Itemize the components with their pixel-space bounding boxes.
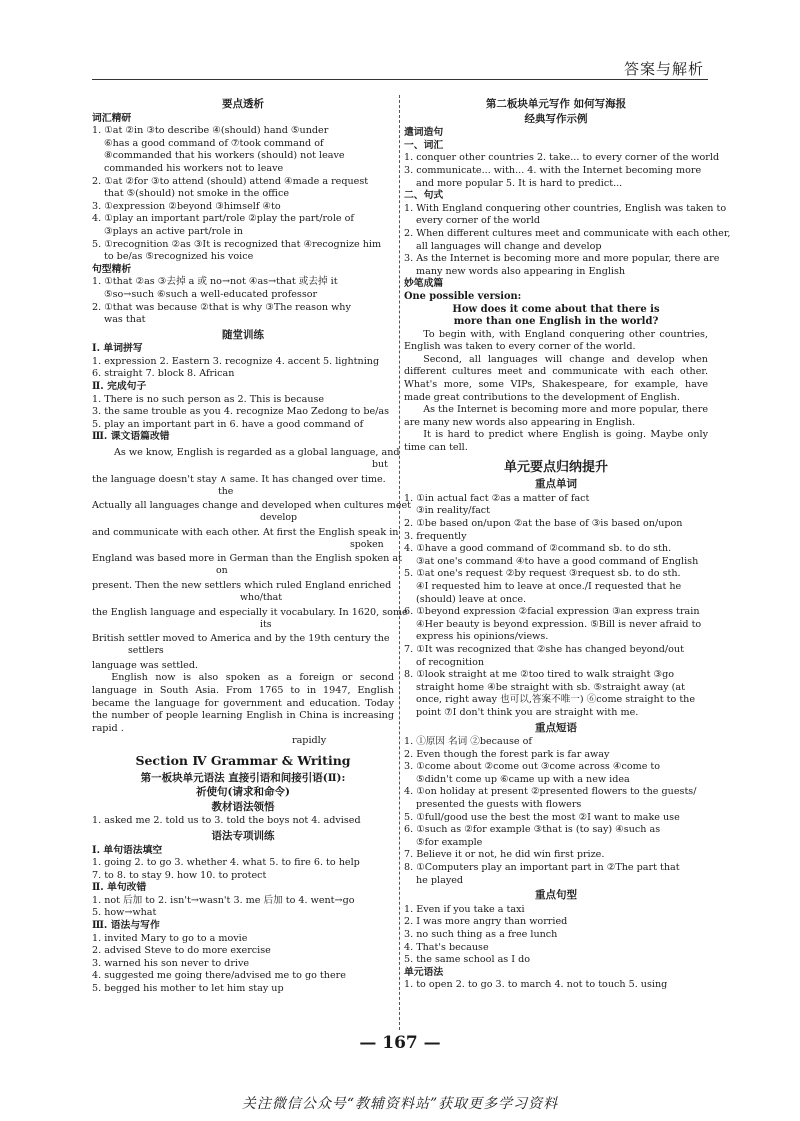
- list-item: 3. communicate... with... 4. with the Internet becoming more: [404, 164, 702, 176]
- correction-row: [92, 580, 394, 603]
- key-sentences-title: 重点句型: [535, 889, 577, 902]
- right-column: [404, 96, 731, 992]
- grammar-writing-label: Ⅲ. 语法与写作: [92, 920, 160, 932]
- fill-blank-label: Ⅰ. 单句语法填空: [92, 844, 163, 856]
- list-item: 6. straight 7. block 8. African: [92, 368, 235, 380]
- correction-fix: spoken: [350, 538, 384, 550]
- correction-text: Actually all languages change and developed when cultures meet: [92, 500, 412, 512]
- list-item: 1. expression 2. Eastern 3. recognize 4. accent 5. lightning: [92, 355, 380, 367]
- list-item: 4. ①on holiday at present ②presented flowers to the guests/: [404, 786, 697, 798]
- list-item: 5. ①at one's request ②by request ③request sb. to do sth.: [404, 568, 681, 580]
- list-item: 5. ①full/good use the best the most ②I want to make use: [404, 811, 680, 823]
- list-item: 1. asked me 2. told us to 3. told the boys not 4. advised: [92, 815, 361, 827]
- vocab-label: 词汇精研: [92, 112, 132, 124]
- list-item: ⑧commanded that his workers (should) not leave: [104, 150, 345, 162]
- list-item: 1. ①原因 名词 ②because of: [404, 736, 532, 748]
- list-item: 5. how→what: [92, 907, 157, 919]
- list-item: presented the guests with flowers: [416, 799, 582, 811]
- list-item: to be/as ⑤recognized his voice: [104, 251, 254, 263]
- list-item: 3. the same trouble as you 4. recognize Mao Zedong to be/as: [92, 406, 390, 418]
- grammar-block-subtitle: 祈使句(请求和命令): [196, 786, 290, 799]
- list-item: 1. ①that ②as ③去掉 a 或 no→not ④as→that 或去掉 it: [92, 276, 338, 288]
- footer-note: 关注微信公众号“教辅资料站”获取更多学习资料: [241, 1096, 559, 1112]
- correction-text: the language doesn't stay ∧ same. It has changed over time.: [92, 473, 386, 485]
- correction-fix: rapidly: [292, 735, 327, 747]
- left-column: [92, 96, 412, 996]
- list-item: 3. ①come about ②come out ③come across ④come to: [404, 761, 661, 773]
- list-item: 8. ①Computers play an important part in ②The part that: [404, 862, 680, 874]
- correction-fix: the: [218, 485, 234, 497]
- list-item: 1. conquer other countries 2. take... to every corner of the world: [404, 152, 720, 164]
- correction-row: [92, 473, 394, 497]
- correction-fix: its: [260, 618, 272, 630]
- key-phrases-title: 重点短语: [535, 721, 577, 734]
- list-item: ③in reality/fact: [416, 505, 491, 517]
- list-item: 4. suggested me going there/advised me to go there: [92, 970, 346, 982]
- list-item: many new words also appearing in English: [416, 265, 626, 277]
- list-item: 1. Even if you take a taxi: [404, 903, 525, 915]
- list-item: 1. There is no such person as 2. This is because: [92, 393, 325, 405]
- header-rule: [92, 79, 708, 80]
- correction-tail: language was settled.: [92, 659, 199, 671]
- list-item: point ⑦I don't think you are straight with me.: [416, 706, 639, 718]
- correction-text: As we know, English is regarded as a global language, and: [114, 447, 400, 459]
- list-item: he played: [416, 874, 464, 886]
- list-item: and more popular 5. It is hard to predict...: [416, 177, 623, 189]
- list-item: ⑤so→such ⑥such a well-educated professor: [104, 288, 318, 300]
- list-item: 3. no such thing as a free lunch: [404, 929, 558, 940]
- list-item: 3. ①expression ②beyond ③himself ④to: [92, 200, 281, 212]
- sentence-list: [92, 276, 394, 326]
- correction-row: [92, 526, 399, 550]
- essay-title-line2: more than one English in the world?: [453, 316, 659, 328]
- grammar-training-title: 语法专项训练: [211, 829, 275, 842]
- list-item: 1. not 后加 to 2. isn't→wasn't 3. me 后加 to 4. went→go: [92, 894, 355, 906]
- list-item: 2. When different cultures meet and communicate with each other,: [404, 227, 731, 239]
- section-title-yaodian: 要点透析: [222, 98, 264, 110]
- list-item: 1. With England conquering other countries, English was taken to: [404, 202, 727, 214]
- list-item: 3. frequently: [404, 530, 467, 542]
- sentence-label: 句型精析: [92, 263, 132, 275]
- list-item: ⑤didn't come up ⑥came up with a new idea: [416, 773, 630, 785]
- correction-fix: on: [216, 565, 228, 577]
- list-item: 3. As the Internet is becoming more and more popular, there are: [404, 253, 720, 265]
- list-item: ⑥has a good command of ⑦took command of: [104, 137, 324, 149]
- list-item: 1. invited Mary to go to a movie: [92, 932, 248, 944]
- list-item: 6. ①such as ②for example ③that is (to say) ④such as: [404, 824, 661, 836]
- page-number: — 167 —: [359, 1033, 441, 1053]
- list-item: 3. warned his son never to drive: [92, 957, 250, 969]
- correction-text: England was based more in German than the English spoken at: [92, 553, 402, 565]
- essay-paragraph: It is hard to predict where English is going. Maybe only time can tell.: [404, 429, 708, 454]
- header-title: 答案与解析: [623, 60, 704, 78]
- list-item: once, right away 也可以,答案不唯一) ⑥come straight to the: [416, 694, 696, 706]
- list-item: 8. ①look straight at me ②too tired to walk straight ③go: [404, 669, 674, 681]
- list-item: 5. ①recognition ②as ③It is recognized that ④recognize him: [92, 238, 382, 250]
- list-item: 1. to open 2. to go 3. to march 4. not to touch 5. using: [404, 979, 668, 991]
- list-item: (should) leave at once.: [416, 593, 527, 605]
- page-header: [0, 0, 800, 82]
- list-item: 7. ①It was recognized that ②she has changed beyond/out: [404, 643, 684, 655]
- essay-paragraph: As the Internet is becoming more and more popular, there are many new words also appearing in English.: [404, 404, 708, 428]
- correction-row: [92, 500, 412, 524]
- list-item: 5. begged his mother to let him stay up: [92, 983, 284, 995]
- essay-title-line1: How does it come about that there is: [452, 303, 660, 315]
- correction-label: Ⅲ. 课文语篇改错: [92, 431, 170, 443]
- essay-paragraph: Second, all languages will change and develop when different cultures meet and communicate with each other. What's more, some VIPs, Shakespeare, for example, have made great contributions to the development of English.: [404, 353, 708, 403]
- complete-sentence-label: Ⅱ. 完成句子: [92, 381, 147, 393]
- correction-row: [92, 633, 394, 657]
- correction-text: present. Then the new settlers which ruled England enriched: [92, 580, 392, 591]
- spelling-label: Ⅰ. 单词拼写: [92, 343, 143, 355]
- correction-row: [92, 606, 408, 630]
- error-correction-label: Ⅱ. 单句改错: [92, 882, 147, 894]
- correction-row: [92, 553, 402, 577]
- correction-paragraph: English now is also spoken as a foreign or second language in South Asia. From 1765 to in 1947, English became the language for government and education. Today the number of people learning English in China is increasing rapid .: [92, 672, 394, 734]
- list-item: of recognition: [416, 656, 485, 668]
- correction-passage: [92, 447, 412, 748]
- list-item: 2. ①at ②for ③to attend (should) attend ④made a request: [92, 175, 369, 187]
- correction-row: [92, 447, 400, 471]
- list-item: was that: [104, 314, 146, 326]
- list-item: 4. ①play an important part/role ②play the part/role of: [92, 213, 354, 225]
- correction-fix: who/that: [240, 592, 283, 603]
- list-item: 1. ①at ②in ③to describe ④(should) hand ⑤under: [92, 125, 329, 137]
- list-item: 6. ①beyond expression ②facial expression ③an express train: [404, 606, 700, 618]
- section-iv-title: Section Ⅳ Grammar & Writing: [135, 752, 351, 768]
- grammar-insight-title: 教材语法领悟: [211, 800, 275, 813]
- list-item: 2. ①be based on/upon ②at the base of ③is based on/upon: [404, 518, 683, 529]
- list-item: 2. Even though the forest park is far away: [404, 748, 610, 760]
- list-item: ④I requested him to leave at once./I requested that he: [416, 580, 682, 592]
- correction-fix: develop: [260, 512, 298, 524]
- list-item: 4. That's because: [404, 941, 489, 953]
- unit-grammar-label: 单元语法: [404, 966, 444, 978]
- list-item: 5. the same school as I do: [404, 954, 531, 966]
- list-item: ③at one's command ④to have a good command of English: [416, 555, 699, 567]
- correction-fix: but: [372, 459, 388, 471]
- list-item: every corner of the world: [416, 215, 540, 227]
- list-item: ④Her beauty is beyond expression. ⑤Bill is never afraid to: [416, 618, 702, 630]
- sentence-sub-label: 二、句式: [404, 190, 444, 202]
- correction-text: British settler moved to America and by the 19th century the: [92, 633, 390, 645]
- grammar-block-title: 第一板块单元语法 直接引语和间接引语(Ⅱ):: [140, 771, 346, 784]
- list-item: 2. I was more angry than worried: [404, 916, 568, 928]
- word-sentence-label: 遣词造句: [404, 127, 444, 139]
- correction-fix: settlers: [128, 645, 164, 657]
- list-item: 7. to 8. to stay 9. how 10. to protect: [92, 869, 267, 881]
- list-item: ⑤for example: [416, 836, 483, 848]
- list-item: that ⑤(should) not smoke in the office: [104, 188, 290, 200]
- vocab-list: [92, 125, 394, 264]
- list-item: 4. ①have a good command of ②command sb. to do sth.: [404, 543, 672, 555]
- key-words-title: 重点单词: [535, 478, 577, 491]
- list-item: 1. going 2. to go 3. whether 4. what 5. to fire 6. to help: [92, 857, 360, 869]
- list-item: express his opinions/views.: [416, 631, 549, 643]
- writing-block-title: 第二板块单元写作 如何写海报: [485, 98, 627, 110]
- version-label: One possible version:: [404, 290, 522, 302]
- vocab-sub-label: 一、词汇: [404, 139, 444, 151]
- list-item: 7. Believe it or not, he did win first prize.: [404, 849, 605, 861]
- list-item: 2. advised Steve to do more exercise: [92, 945, 271, 957]
- list-item: straight home ④be straight with sb. ⑤straight away (at: [416, 681, 685, 693]
- list-item: 5. play an important part in 6. have a good command of: [92, 418, 364, 430]
- list-item: ③plays an active part/role in: [104, 225, 243, 237]
- correction-text: and communicate with each other. At first the English speak in: [92, 526, 399, 538]
- section-title-suitang: 随堂训练: [222, 328, 264, 341]
- writing-example-title: 经典写作示例: [524, 112, 588, 125]
- summary-title: 单元要点归纳提升: [503, 459, 608, 475]
- essay-label: 妙笔成篇: [404, 278, 444, 290]
- essay-paragraph: To begin with, with England conquering other countries, English was taken to every corner of the world.: [404, 328, 708, 353]
- list-item: commanded his workers not to leave: [104, 162, 284, 174]
- list-item: 1. ①in actual fact ②as a matter of fact: [404, 492, 590, 504]
- list-item: 2. ①that was because ②that is why ③The reason why: [92, 301, 351, 313]
- list-item: all languages will change and develop: [416, 240, 602, 252]
- correction-text: the English language and especially it vocabulary. In 1620, some: [92, 606, 408, 618]
